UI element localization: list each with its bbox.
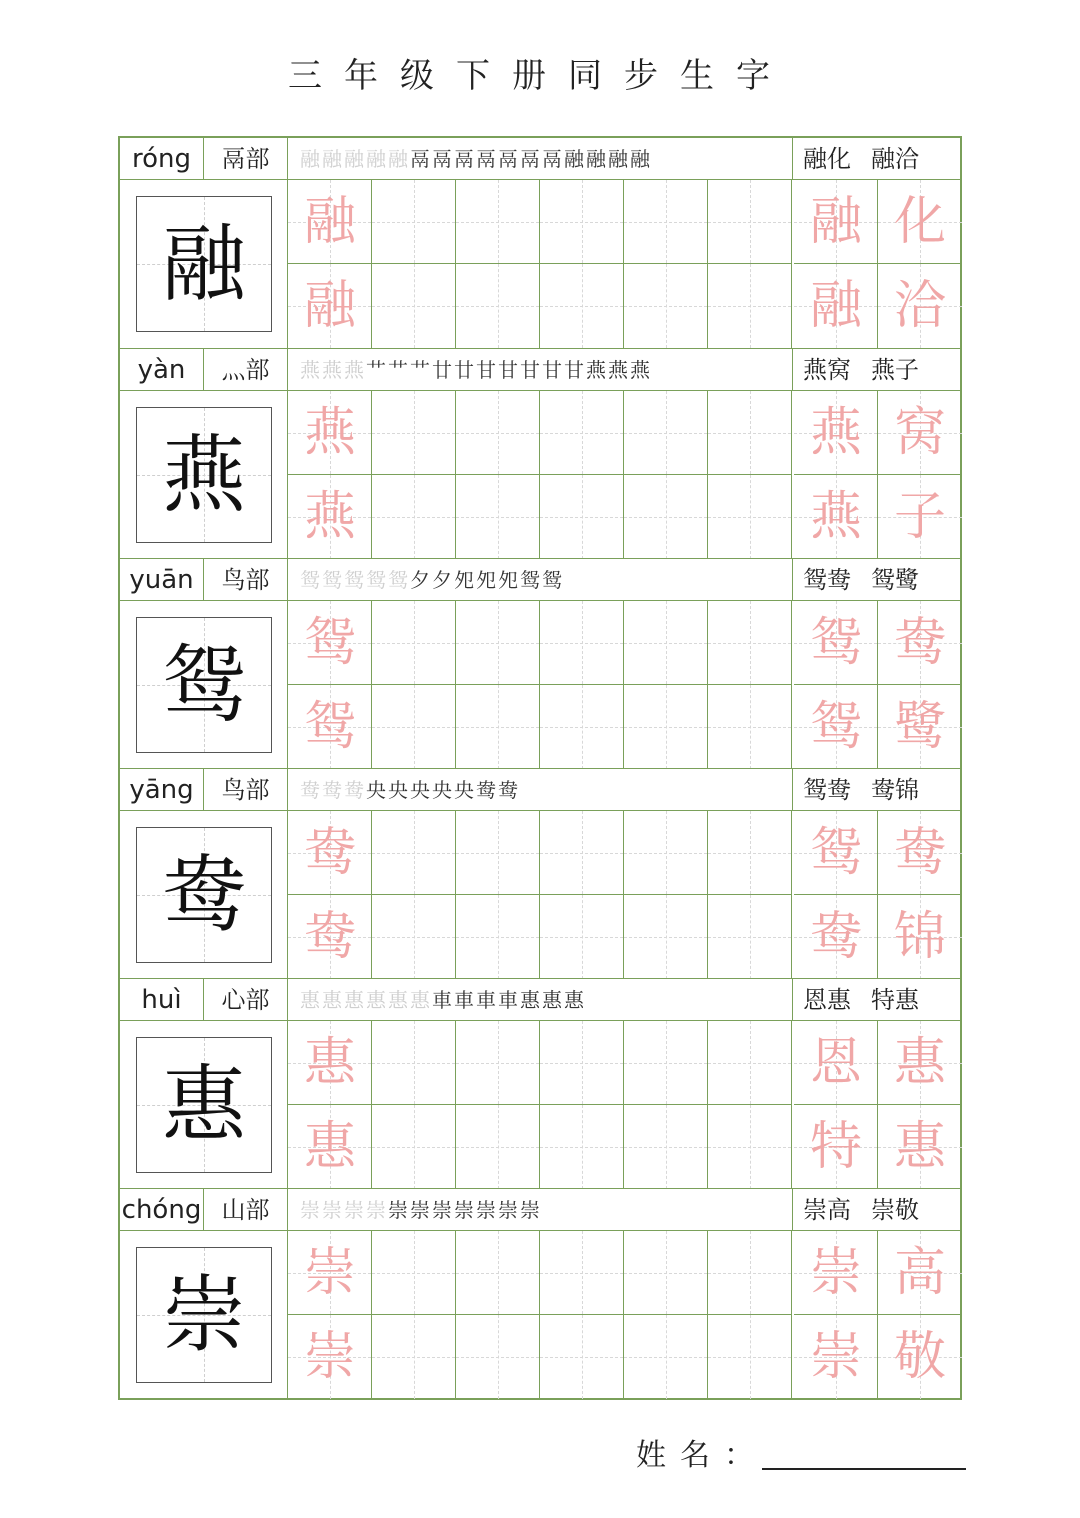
model-character-box bbox=[136, 407, 272, 543]
writing-cell[interactable] bbox=[372, 180, 456, 264]
writing-cell[interactable] bbox=[288, 895, 372, 979]
writing-cell[interactable] bbox=[624, 1105, 708, 1189]
writing-cell[interactable] bbox=[372, 895, 456, 979]
word-2: 崇敬 bbox=[871, 1196, 919, 1224]
pinyin: yuān bbox=[120, 559, 204, 601]
word-2: 燕子 bbox=[871, 356, 919, 384]
pinyin: huì bbox=[120, 979, 204, 1021]
trace-character: 惠 bbox=[893, 1117, 946, 1177]
writing-cell[interactable] bbox=[540, 895, 624, 979]
trace-character: 恩 bbox=[809, 1033, 862, 1093]
writing-cell[interactable] bbox=[708, 1315, 792, 1399]
stroke-order-faint: 崇崇崇崇 bbox=[300, 1198, 388, 1222]
writing-cell[interactable] bbox=[288, 1231, 372, 1315]
trace-character: 鸯 bbox=[303, 907, 356, 967]
trace-character: 鸳 bbox=[303, 613, 356, 673]
writing-cell[interactable] bbox=[624, 1315, 708, 1399]
model-character-cell bbox=[120, 601, 288, 770]
writing-cell[interactable] bbox=[540, 1315, 624, 1399]
writing-cell[interactable] bbox=[372, 1105, 456, 1189]
writing-cell[interactable] bbox=[878, 391, 962, 475]
name-label: 姓名： bbox=[636, 1438, 768, 1473]
writing-cell[interactable] bbox=[708, 1105, 792, 1189]
word-1: 恩惠 bbox=[803, 986, 851, 1014]
writing-cell[interactable] bbox=[372, 475, 456, 559]
writing-cell[interactable] bbox=[540, 264, 624, 348]
stroke-order bbox=[290, 559, 792, 601]
character-header bbox=[120, 769, 962, 811]
writing-cell[interactable] bbox=[878, 1315, 962, 1399]
trace-character: 鹭 bbox=[893, 697, 946, 757]
word-2: 特惠 bbox=[871, 986, 919, 1014]
trace-character: 高 bbox=[893, 1243, 946, 1303]
trace-character: 子 bbox=[893, 487, 946, 547]
writing-cell[interactable] bbox=[794, 895, 878, 979]
name-blank[interactable] bbox=[762, 1468, 966, 1470]
word-examples bbox=[792, 769, 962, 811]
writing-cell[interactable] bbox=[708, 391, 792, 475]
character-header bbox=[120, 1189, 962, 1231]
practice-grid bbox=[288, 391, 962, 560]
writing-cell[interactable] bbox=[794, 601, 878, 685]
writing-cell[interactable] bbox=[624, 475, 708, 559]
trace-character: 特 bbox=[809, 1117, 862, 1177]
radical: 心部 bbox=[204, 979, 288, 1021]
writing-cell[interactable] bbox=[624, 264, 708, 348]
writing-cell[interactable] bbox=[794, 180, 878, 264]
worksheet-grid bbox=[118, 136, 962, 1400]
word-2: 融洽 bbox=[871, 145, 919, 173]
trace-character: 燕 bbox=[809, 487, 862, 547]
writing-cell[interactable] bbox=[540, 180, 624, 264]
trace-character: 鸯 bbox=[809, 907, 862, 967]
model-character-box bbox=[136, 1037, 272, 1173]
trace-character: 崇 bbox=[809, 1243, 862, 1303]
writing-cell[interactable] bbox=[540, 1021, 624, 1105]
writing-cell[interactable] bbox=[624, 1021, 708, 1105]
writing-cell[interactable] bbox=[624, 895, 708, 979]
pinyin: róng bbox=[120, 138, 204, 180]
writing-cell[interactable] bbox=[288, 391, 372, 475]
trace-character: 燕 bbox=[809, 403, 862, 463]
writing-cell[interactable] bbox=[878, 475, 962, 559]
trace-character: 鸯 bbox=[893, 613, 946, 673]
radical: 灬部 bbox=[204, 349, 288, 391]
writing-cell[interactable] bbox=[794, 264, 878, 348]
model-character-cell bbox=[120, 1231, 288, 1400]
writing-cell[interactable] bbox=[624, 391, 708, 475]
word-2: 鸳鹭 bbox=[871, 566, 919, 594]
writing-cell[interactable] bbox=[288, 264, 372, 348]
trace-character: 燕 bbox=[303, 403, 356, 463]
model-character: 鸳 bbox=[161, 636, 246, 734]
writing-cell[interactable] bbox=[288, 180, 372, 264]
writing-cell[interactable] bbox=[540, 1231, 624, 1315]
writing-cell[interactable] bbox=[372, 264, 456, 348]
writing-cell[interactable] bbox=[372, 601, 456, 685]
word-2: 鸯锦 bbox=[871, 776, 919, 804]
writing-cell[interactable] bbox=[456, 180, 540, 264]
writing-cell[interactable] bbox=[708, 475, 792, 559]
model-character-cell bbox=[120, 1021, 288, 1190]
writing-cell[interactable] bbox=[456, 475, 540, 559]
practice-grid bbox=[288, 1231, 962, 1400]
writing-cell[interactable] bbox=[288, 601, 372, 685]
writing-cell[interactable] bbox=[878, 895, 962, 979]
writing-cell[interactable] bbox=[540, 475, 624, 559]
word-1: 鸳鸯 bbox=[803, 776, 851, 804]
trace-character: 崇 bbox=[303, 1327, 356, 1387]
pinyin: chóng bbox=[120, 1189, 204, 1231]
stroke-order-steps: 夕夕夗夗夗鸳鸳 bbox=[410, 568, 564, 592]
writing-cell[interactable] bbox=[794, 1021, 878, 1105]
stroke-order-faint: 鸯鸯鸯 bbox=[300, 778, 366, 802]
trace-character: 惠 bbox=[893, 1033, 946, 1093]
writing-cell[interactable] bbox=[794, 1105, 878, 1189]
writing-cell[interactable] bbox=[456, 895, 540, 979]
trace-character: 崇 bbox=[303, 1243, 356, 1303]
model-character-box bbox=[136, 827, 272, 963]
stroke-order bbox=[290, 349, 792, 391]
writing-cell[interactable] bbox=[794, 391, 878, 475]
model-character-box bbox=[136, 1247, 272, 1383]
writing-cell[interactable] bbox=[288, 1021, 372, 1105]
writing-cell[interactable] bbox=[878, 180, 962, 264]
writing-cell[interactable] bbox=[624, 601, 708, 685]
character-block bbox=[120, 138, 962, 349]
character-header bbox=[120, 138, 962, 180]
writing-cell[interactable] bbox=[540, 685, 624, 769]
model-character: 惠 bbox=[161, 1056, 246, 1154]
trace-character: 洽 bbox=[893, 276, 946, 336]
writing-cell[interactable] bbox=[624, 811, 708, 895]
practice-grid bbox=[288, 180, 962, 349]
writing-cell[interactable] bbox=[708, 895, 792, 979]
writing-cell[interactable] bbox=[878, 1021, 962, 1105]
writing-cell[interactable] bbox=[456, 685, 540, 769]
writing-cell[interactable] bbox=[708, 1231, 792, 1315]
practice-grid bbox=[288, 811, 962, 980]
trace-character: 锦 bbox=[893, 907, 946, 967]
practice-grid bbox=[288, 1021, 962, 1190]
word-1: 燕窝 bbox=[803, 356, 851, 384]
writing-cell[interactable] bbox=[794, 1231, 878, 1315]
trace-character: 惠 bbox=[303, 1117, 356, 1177]
radical: 山部 bbox=[204, 1189, 288, 1231]
stroke-order-steps: 崇崇崇崇崇崇崇 bbox=[388, 1198, 542, 1222]
writing-cell[interactable] bbox=[372, 1231, 456, 1315]
writing-cell[interactable] bbox=[456, 264, 540, 348]
stroke-order bbox=[290, 979, 792, 1021]
trace-character: 融 bbox=[809, 276, 862, 336]
character-block bbox=[120, 978, 962, 1190]
pinyin: yāng bbox=[120, 769, 204, 811]
model-character-cell bbox=[120, 180, 288, 349]
writing-cell[interactable] bbox=[878, 1105, 962, 1189]
model-character: 融 bbox=[161, 215, 246, 313]
trace-character: 鸳 bbox=[809, 823, 862, 883]
pinyin: yàn bbox=[120, 349, 204, 391]
radical: 鸟部 bbox=[204, 769, 288, 811]
writing-cell[interactable] bbox=[794, 475, 878, 559]
writing-cell[interactable] bbox=[708, 180, 792, 264]
writing-cell[interactable] bbox=[878, 264, 962, 348]
trace-character: 鸳 bbox=[303, 697, 356, 757]
trace-character: 融 bbox=[303, 192, 356, 252]
trace-character: 窝 bbox=[893, 403, 946, 463]
writing-cell[interactable] bbox=[708, 685, 792, 769]
model-character: 鸯 bbox=[161, 846, 246, 944]
model-character: 崇 bbox=[161, 1266, 246, 1364]
writing-cell[interactable] bbox=[288, 1105, 372, 1189]
model-character-cell bbox=[120, 811, 288, 980]
stroke-order bbox=[290, 769, 792, 811]
trace-character: 化 bbox=[893, 192, 946, 252]
stroke-order-faint: 惠惠惠惠惠惠 bbox=[300, 988, 432, 1012]
model-character-box bbox=[136, 196, 272, 332]
writing-cell[interactable] bbox=[372, 1021, 456, 1105]
writing-cell[interactable] bbox=[540, 391, 624, 475]
writing-cell[interactable] bbox=[372, 685, 456, 769]
writing-cell[interactable] bbox=[456, 601, 540, 685]
writing-cell[interactable] bbox=[624, 1231, 708, 1315]
stroke-order bbox=[290, 138, 792, 180]
trace-character: 融 bbox=[303, 276, 356, 336]
writing-cell[interactable] bbox=[456, 1315, 540, 1399]
stroke-order-steps: 車車車車惠惠惠 bbox=[432, 988, 586, 1012]
writing-cell[interactable] bbox=[288, 811, 372, 895]
writing-cell[interactable] bbox=[288, 685, 372, 769]
writing-cell[interactable] bbox=[878, 1231, 962, 1315]
stroke-order-faint: 融融融融融 bbox=[300, 147, 410, 171]
writing-cell[interactable] bbox=[878, 601, 962, 685]
model-character-box bbox=[136, 617, 272, 753]
word-1: 鸳鸯 bbox=[803, 566, 851, 594]
writing-cell[interactable] bbox=[456, 811, 540, 895]
trace-character: 敬 bbox=[893, 1327, 946, 1387]
trace-character: 融 bbox=[809, 192, 862, 252]
writing-cell[interactable] bbox=[624, 180, 708, 264]
trace-character: 惠 bbox=[303, 1033, 356, 1093]
stroke-order-steps: 艹艹艹廿廿甘甘甘甘甘燕燕燕 bbox=[366, 358, 652, 382]
character-header bbox=[120, 559, 962, 601]
writing-cell[interactable] bbox=[288, 475, 372, 559]
stroke-order-faint: 燕燕燕 bbox=[300, 358, 366, 382]
character-block bbox=[120, 1188, 962, 1400]
writing-cell[interactable] bbox=[708, 811, 792, 895]
practice-grid bbox=[288, 601, 962, 770]
trace-character: 鸯 bbox=[303, 823, 356, 883]
writing-cell[interactable] bbox=[540, 811, 624, 895]
trace-character: 燕 bbox=[303, 487, 356, 547]
writing-cell[interactable] bbox=[456, 1021, 540, 1105]
writing-cell[interactable] bbox=[540, 601, 624, 685]
writing-cell[interactable] bbox=[708, 1021, 792, 1105]
writing-cell[interactable] bbox=[794, 685, 878, 769]
page-title: 三年级下册同步生字 bbox=[288, 56, 792, 96]
writing-cell[interactable] bbox=[456, 1105, 540, 1189]
stroke-order bbox=[290, 1189, 792, 1231]
writing-cell[interactable] bbox=[878, 685, 962, 769]
writing-cell[interactable] bbox=[878, 811, 962, 895]
character-block bbox=[120, 768, 962, 980]
radical: 鸟部 bbox=[204, 559, 288, 601]
word-1: 崇高 bbox=[803, 1196, 851, 1224]
writing-cell[interactable] bbox=[372, 811, 456, 895]
trace-character: 崇 bbox=[809, 1327, 862, 1387]
word-1: 融化 bbox=[803, 145, 851, 173]
trace-character: 鸯 bbox=[893, 823, 946, 883]
writing-cell[interactable] bbox=[708, 264, 792, 348]
word-examples bbox=[792, 138, 962, 180]
stroke-order-steps: 鬲鬲鬲鬲鬲鬲鬲融融融融 bbox=[410, 147, 652, 171]
trace-character: 鸳 bbox=[809, 613, 862, 673]
writing-cell[interactable] bbox=[372, 391, 456, 475]
word-examples bbox=[792, 559, 962, 601]
writing-cell[interactable] bbox=[794, 811, 878, 895]
radical: 鬲部 bbox=[204, 138, 288, 180]
model-character: 燕 bbox=[161, 426, 246, 524]
stroke-order-faint: 鸳鸳鸳鸳鸳 bbox=[300, 568, 410, 592]
character-block bbox=[120, 558, 962, 770]
writing-cell[interactable] bbox=[372, 1315, 456, 1399]
character-block bbox=[120, 348, 962, 560]
writing-cell[interactable] bbox=[288, 1315, 372, 1399]
word-examples bbox=[792, 979, 962, 1021]
writing-cell[interactable] bbox=[456, 391, 540, 475]
writing-cell[interactable] bbox=[708, 601, 792, 685]
stroke-order-steps: 央央央央央鸯鸯 bbox=[366, 778, 520, 802]
word-examples bbox=[792, 349, 962, 391]
word-examples bbox=[792, 1189, 962, 1231]
character-header bbox=[120, 349, 962, 391]
writing-cell[interactable] bbox=[624, 685, 708, 769]
trace-character: 鸳 bbox=[809, 697, 862, 757]
character-header bbox=[120, 979, 962, 1021]
writing-cell[interactable] bbox=[456, 1231, 540, 1315]
model-character-cell bbox=[120, 391, 288, 560]
writing-cell[interactable] bbox=[540, 1105, 624, 1189]
writing-cell[interactable] bbox=[794, 1315, 878, 1399]
